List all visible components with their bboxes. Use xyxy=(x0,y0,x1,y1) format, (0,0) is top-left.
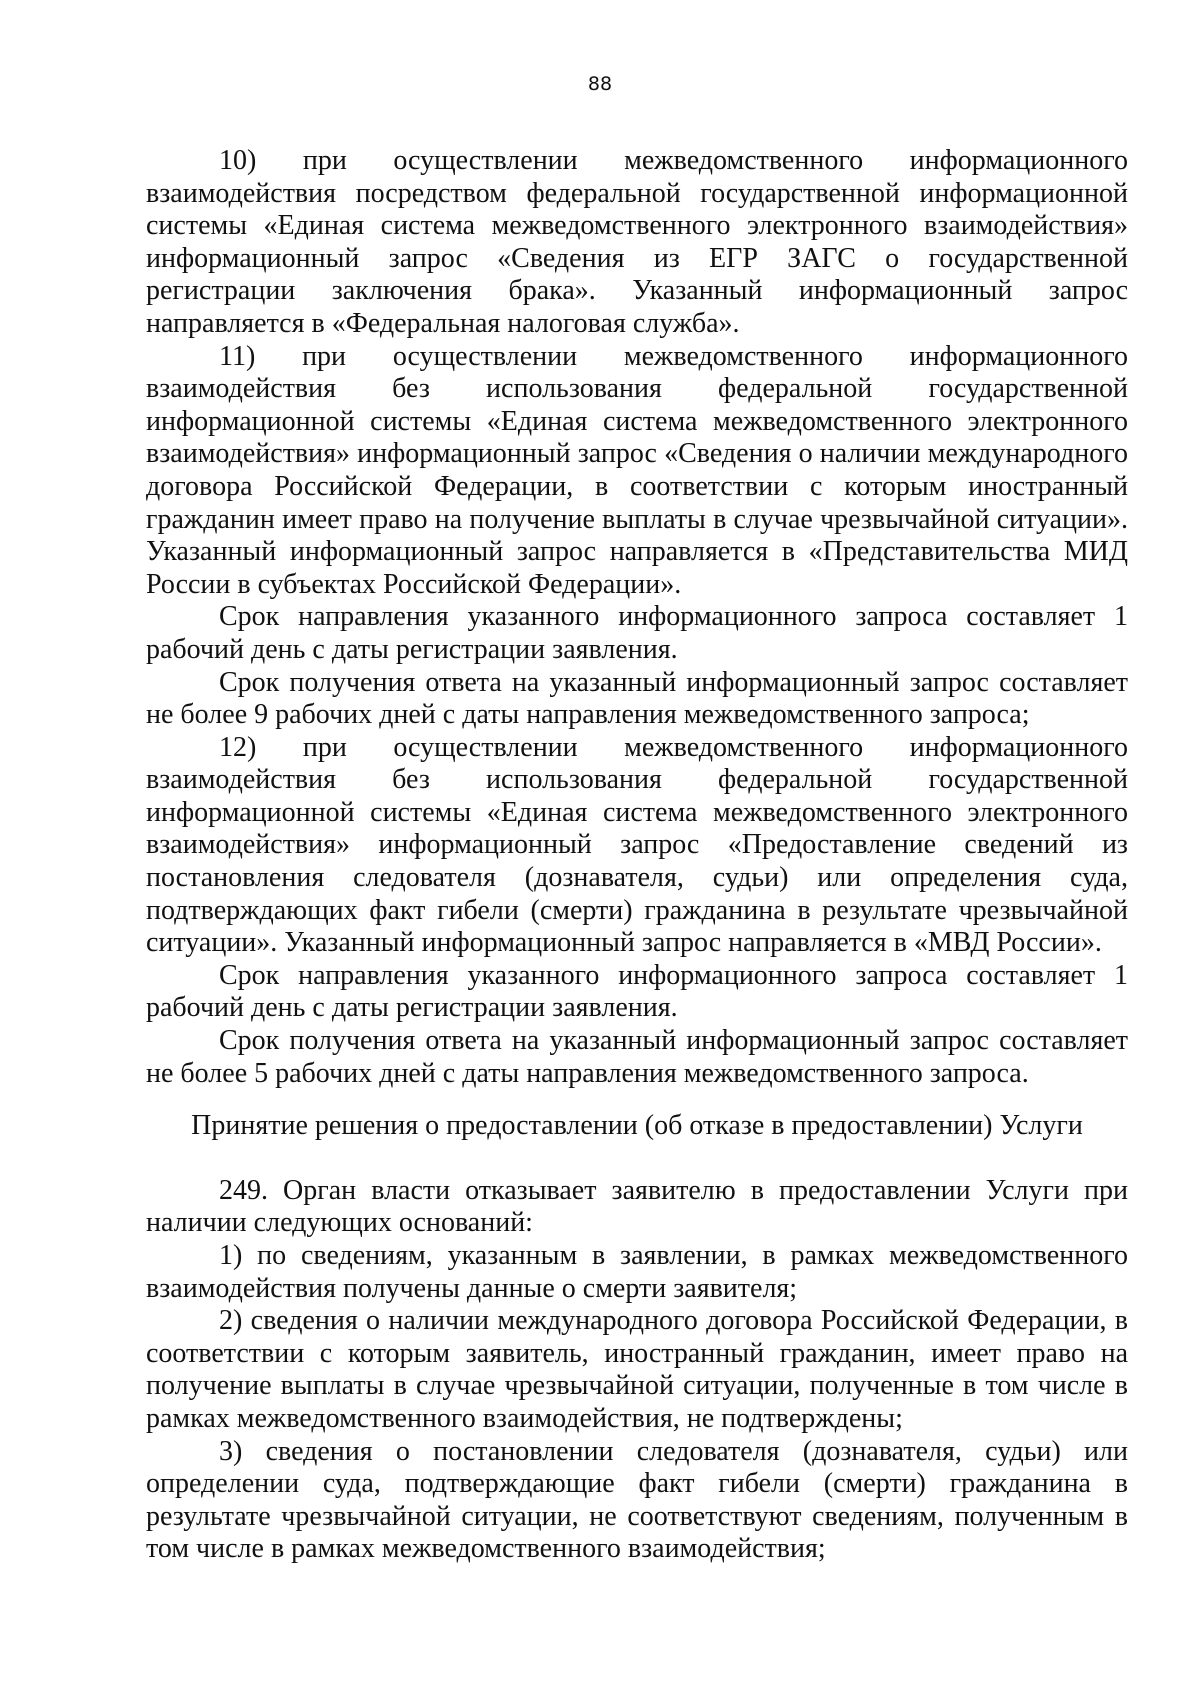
paragraph-item-12: 12) при осуществлении межведомственного информационного взаимодействия без использования федеральной государственной информационной системы «Единая система межведомственного электронного взаимодействия» информационный запрос «Предоставление сведений из постановления следователя (дознавателя, судьи) или определения суда, подтверждающих факт гибели (смерти) гражданина в результате чрезвычайной ситуации». Указанный информационный запрос направляется в «МВД России». xyxy=(146,731,1128,959)
section-heading: Принятие решения о предоставлении (об отказе в предоставлении) Услуги xyxy=(191,1110,1083,1142)
paragraph-refusal-ground-1: 1) по сведениям, указанным в заявлении, в рамках межведомственного взаимодействия получены данные о смерти заявителя; xyxy=(146,1240,1128,1304)
paragraph-request-deadline: Срок направления указанного информационного запроса составляет 1 рабочий день с даты регистрации заявления. xyxy=(146,959,1128,1024)
paragraph-clause-249: 249. Орган власти отказывает заявителю в предоставлении Услуги при наличии следующих оснований: xyxy=(146,1174,1128,1239)
page-number: 88 xyxy=(587,73,613,95)
paragraph-response-deadline: Срок получения ответа на указанный информационный запрос составляет не более 5 рабочих дней с даты направления межведомственного запроса. xyxy=(146,1025,1128,1089)
document-body xyxy=(146,145,1128,1566)
paragraph-request-deadline: Срок направления указанного информационного запроса составляет 1 рабочий день с даты регистрации заявления. xyxy=(146,601,1128,665)
paragraph-item-10: 10) при осуществлении межведомственного информационного взаимодействия посредством федеральной государственной информационной системы «Единая система межведомственного электронного взаимодействия» информационный запрос «Сведения из ЕГР ЗАГС о государственной регистрации заключения брака». Указанный информационный запрос направляется в «Федеральная налоговая служба». xyxy=(146,145,1128,339)
paragraph-response-deadline: Срок получения ответа на указанный информационный запрос составляет не более 9 рабочих дней с даты направления межведомственного запроса; xyxy=(146,666,1128,731)
paragraph-refusal-ground-2: 2) сведения о наличии международного договора Российской Федерации, в соответствии с которым заявитель, иностранный гражданин, имеет право на получение выплаты в случае чрезвычайной ситуации, полученные в том числе в рамках межведомственного взаимодействия, не подтверждены; xyxy=(146,1305,1128,1434)
paragraph-refusal-ground-3: 3) сведения о постановлении следователя (дознавателя, судьи) или определении суда, подтверждающие факт гибели (смерти) гражданина в результате чрезвычайной ситуации, не соответствуют сведениям, полученным в том числе в рамках межведомственного взаимодействия; xyxy=(146,1435,1128,1565)
paragraph-item-11: 11) при осуществлении межведомственного информационного взаимодействия без использования федеральной государственной информационной системы «Единая система межведомственного электронного взаимодействия» информационный запрос «Сведения о наличии международного договора Российской Федерации, в соответствии с которым иностранный гражданин имеет право на получение выплаты в случае чрезвычайной ситуации». Указанный информационный запрос направляется в «Представительства МИД России в субъектах Российской Федерации». xyxy=(146,340,1128,600)
